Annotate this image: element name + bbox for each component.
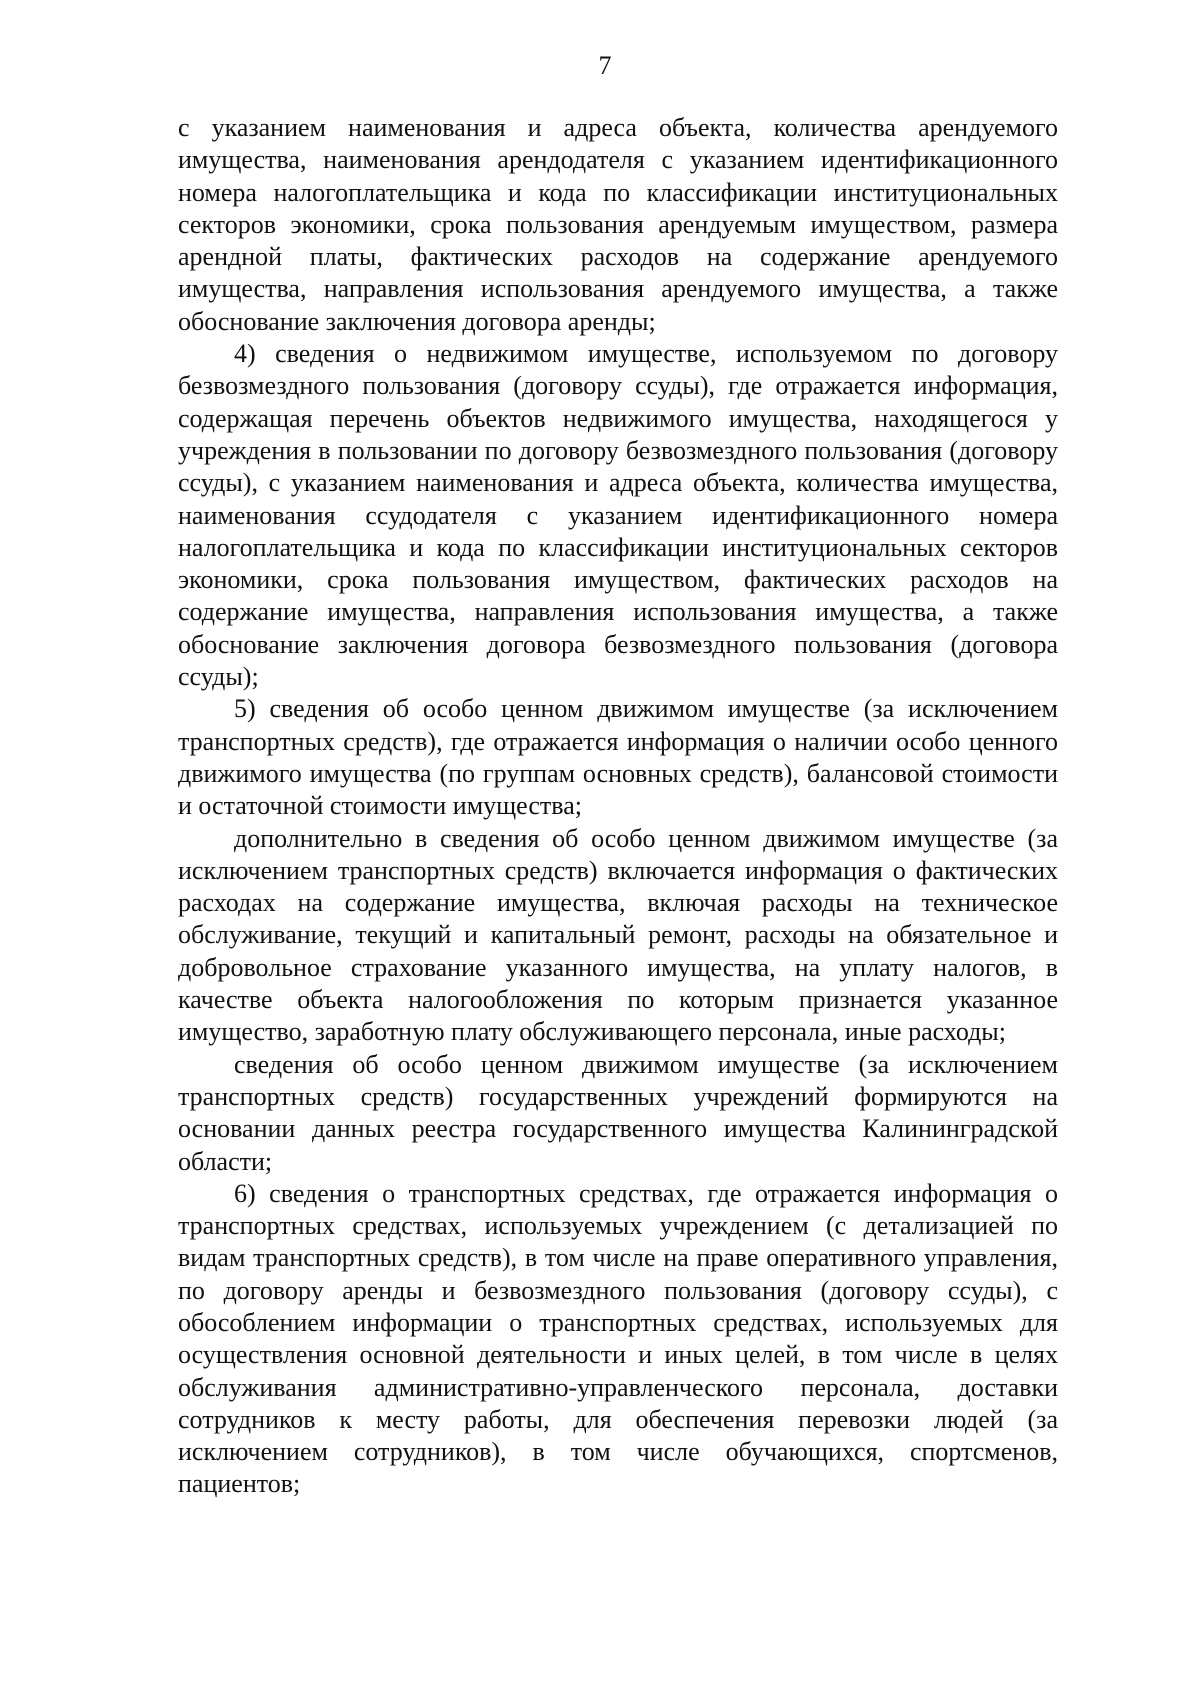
paragraph-item-5: 5) сведения об особо ценном движимом имуществе (за исключением транспортных средств), где отражается информация о наличии особо ценного движимого имущества (по группам основных средств), балансовой стоимости и остаточной стоимости имущества; <box>178 694 1058 821</box>
paragraph-item-5-state-institutions: сведения об особо ценном движимом имуществе (за исключением транспортных средств) государственных учреждений формируются на основании данных реестра государственного имущества Калининградской области; <box>178 1049 1058 1176</box>
document-body <box>178 112 1058 1501</box>
paragraph-continuation: с указанием наименования и адреса объекта, количества арендуемого имущества, наименования арендодателя с указанием идентификационного номера налогоплательщика и кода по классификации институциональных секторов экономики, срока пользования арендуемым имуществом, размера арендной платы, фактических расходов на содержание арендуемого имущества, направления использования арендуемого имущества, а также обоснование заключения договора аренды; <box>178 113 1058 336</box>
paragraph-item-4: 4) сведения о недвижимом имуществе, используемом по договору безвозмездного пользования (договору ссуды), где отражается информация, содержащая перечень объектов недвижимого имущества, находящегося у учреждения в пользовании по договору безвозмездного пользования (договору ссуды), с указанием наименования и адреса объекта, количества имущества, наименования ссудодателя с указанием идентификационного номера налогоплательщика и кода по классификации институциональных секторов экономики, срока пользования имуществом, фактических расходов на содержание имущества, направления использования имущества, а также обоснование заключения договора безвозмездного пользования (договора ссуды); <box>178 339 1058 692</box>
paragraph-item-6: 6) сведения о транспортных средствах, где отражается информация о транспортных средствах, используемых учреждением (с детализацией по видам транспортных средств), в том числе на праве оперативного управления, по договору аренды и безвозмездного пользования (договору ссуды), с обособлением информации о транспортных средствах, используемых для осуществления основной деятельности и иных целей, в том числе в целях обслуживания административно-управленческого персонала, доставки сотрудников к месту работы, для обеспечения перевозки людей (за исключением сотрудников), в том числе обучающихся, спортсменов, пациентов; <box>178 1178 1058 1499</box>
paragraph-item-5-additional: дополнительно в сведения об особо ценном движимом имуществе (за исключением транспортных средств) включается информация о фактических расходах на содержание имущества, включая расходы на техническое обслуживание, текущий и капитальный ремонт, расходы на обязательное и добровольное страхование указанного имущества, на уплату налогов, в качестве объекта налогообложения по которым признается указанное имущество, заработную плату обслуживающего персонала, иные расходы; <box>178 823 1058 1047</box>
page-number: 7 <box>598 51 612 80</box>
